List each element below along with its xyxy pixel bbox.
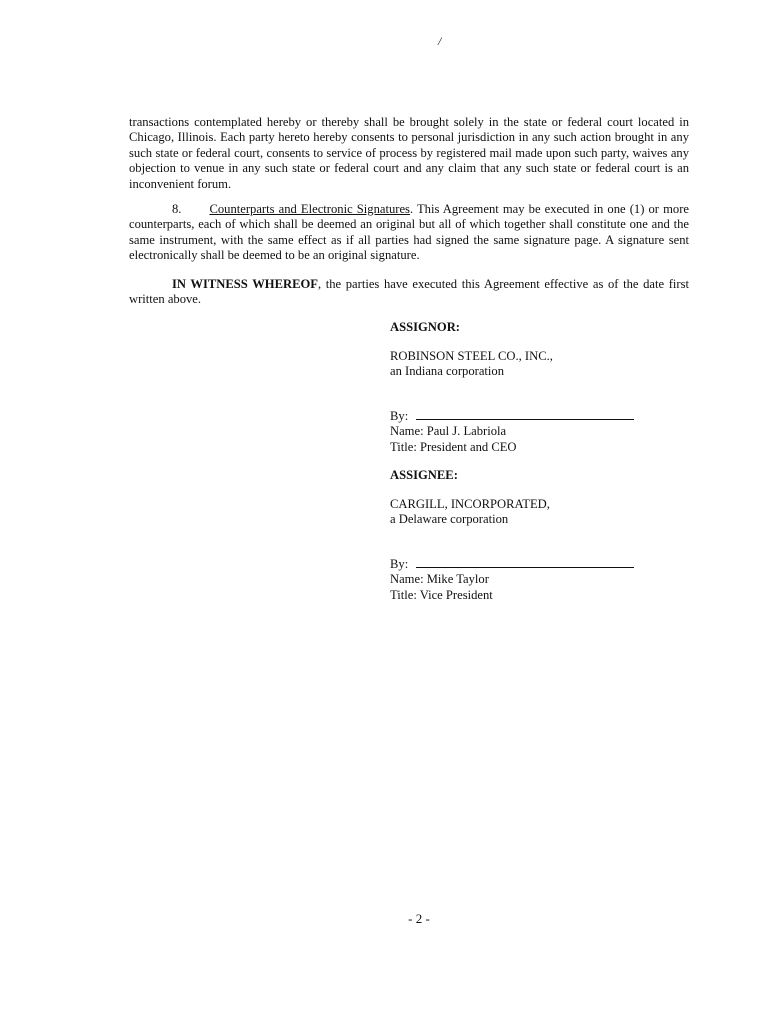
- assignor-heading: ASSIGNOR:: [390, 320, 460, 334]
- paragraph-jurisdiction: transactions contemplated hereby or thereby shall be brought solely in the state or federal court located in Chicago, Illinois. Each party hereto hereby consents to personal jurisdiction in any such action brought in any such state or federal court, consents to service of process by registered mail made upon such party, waives any objection to venue in any such state or federal court and any claim that any such state or federal court is an inconvenient forum.: [129, 115, 689, 191]
- page-number: - 2 -: [408, 911, 430, 926]
- assignor-title: Title: President and CEO: [390, 439, 517, 454]
- assignee-by-label: By:: [390, 557, 409, 571]
- assignee-heading: ASSIGNEE:: [390, 468, 458, 482]
- witness-clause: IN WITNESS WHEREOF: [172, 277, 318, 291]
- assignee-description: a Delaware corporation: [390, 512, 509, 527]
- assignee-company: CARGILL, INCORPORATED,: [390, 497, 550, 511]
- witness-text: , the parties have executed this Agreement effective as of the date first written above.: [129, 277, 689, 307]
- paragraph-witness: [129, 277, 689, 308]
- assignee-title: Title: Vice President: [390, 587, 493, 602]
- assignor-company: ROBINSON STEEL CO., INC.,: [390, 349, 553, 363]
- section-heading: Counterparts and Electronic Signatures: [209, 202, 410, 216]
- assignor-name: Name: Paul J. Labriola: [390, 424, 507, 439]
- assignor-signature-line: [416, 409, 634, 420]
- paragraph-counterparts: [129, 202, 689, 264]
- assignee-party: [390, 497, 550, 528]
- assignee-signature-block: [390, 557, 634, 603]
- assignor-description: an Indiana corporation: [390, 364, 504, 379]
- assignee-name: Name: Mike Taylor: [390, 572, 489, 587]
- assignor-by-label: By:: [390, 409, 409, 423]
- assignee-signature-line: [416, 557, 634, 568]
- assignor-party: [390, 349, 553, 380]
- section-number: 8.: [172, 202, 182, 216]
- assignor-signature-block: [390, 409, 634, 455]
- top-mark: /: [438, 34, 442, 48]
- section-text: . This Agreement may be executed in one (1) or more counterparts, each of which shall be deemed an original but all of which together shall constitute one and the same instrument, with the same effect as if all parties had signed the same signature page. A signature sent electronically shall be deemed to be an original signature.: [129, 202, 689, 263]
